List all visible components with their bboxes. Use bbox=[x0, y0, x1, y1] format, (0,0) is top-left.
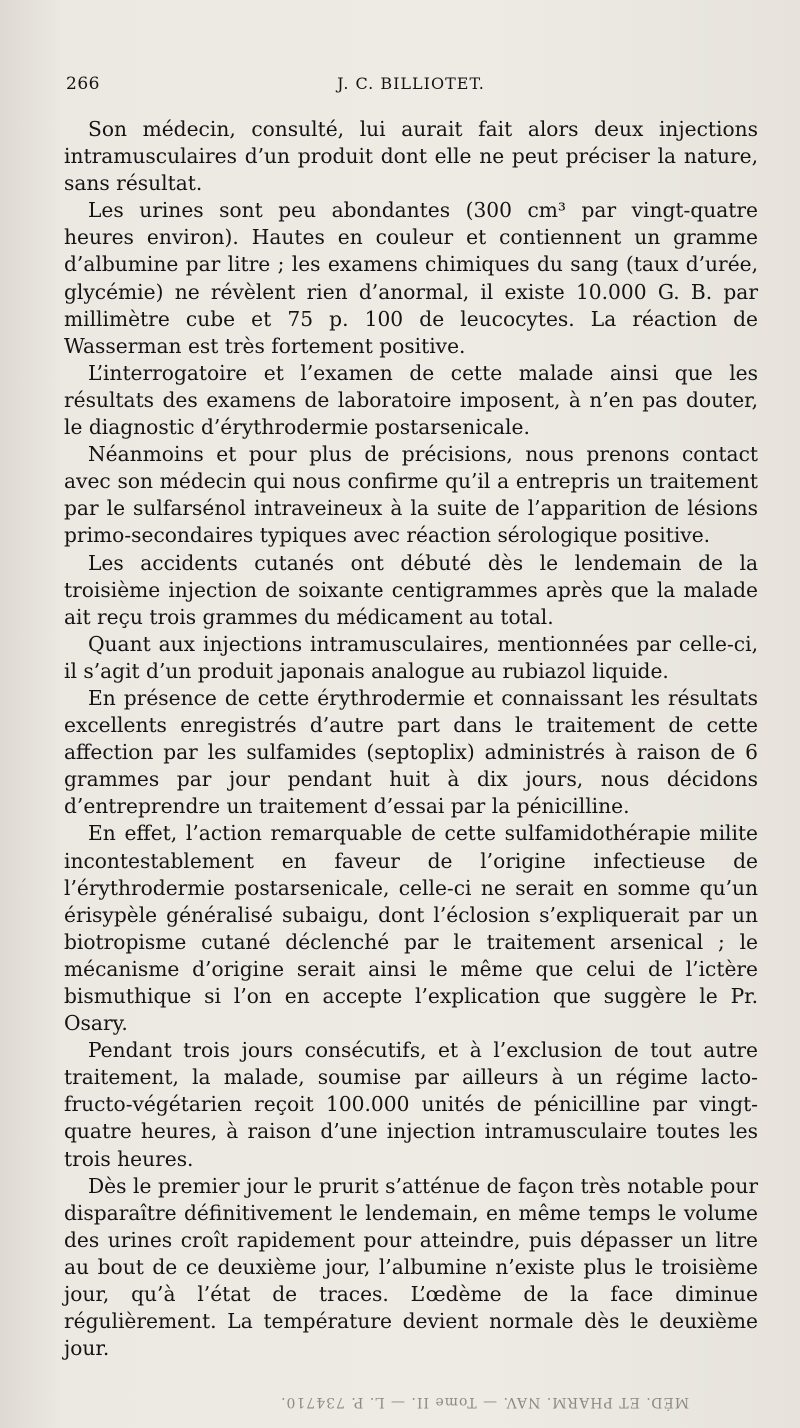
paragraph: Les urines sont peu abondantes (300 cm³ par vingt-quatre heures environ). Hautes en couleur et contiennent un gramme d’albumine par litre ; les examens chimiques du sang (taux d’urée, glycémie) ne révèlent rien d’anormal, il existe 10.000 G. B. par millimètre cube et 75 p. 100 de leucocytes. La réaction de Wasserman est très fortement positive. bbox=[64, 198, 758, 358]
paragraph: Dès le premier jour le prurit s’atténue de façon très notable pour disparaître définitivement le lendemain, en même temps le volume des urines croît rapidement pour atteindre, puis dépasser un litre au bout de ce deuxième jour, l’albumine n’existe plus le troisième jour, qu’à l’état de traces. L’œdème de la face diminue régulièrement. La température devient normale dès le deuxième jour. bbox=[64, 1173, 758, 1361]
paragraph: En présence de cette érythrodermie et connaissant les résultats excellents enregistrés d’autre part dans le traitement de cette affection par les sulfamides (septoplix) administrés à raison de 6 grammes par jour pendant huit à dix jours, nous décidons d’entreprendre un traitement d’essai par la pénicilline. bbox=[64, 685, 758, 819]
paragraph: Les accidents cutanés ont débuté dès le lendemain de la troisième injection de soixante centigrammes après que la malade ait reçu trois grammes du médicament au total. bbox=[64, 550, 758, 629]
page-footer bbox=[0, 1388, 800, 1418]
page-header bbox=[66, 74, 756, 98]
paragraph: En effet, l’action remarquable de cette sulfamidothérapie milite incontestablement en faveur de l’origine infectieuse de l’érythrodermie postarsenicale, celle-ci ne serait en somme qu’un érisypèle généralisé subaigu, dont l’éclosion s’expliquerait par un biotropisme cutané déclenché par le traitement arsenical ; le mécanisme d’origine serait ainsi le même que celui de l’ictère bismuthique si l’on en accepte l’explication que suggère le Pr. Osary. bbox=[64, 821, 758, 1036]
mirrored-footer-text: MÉD. ET PHARM. NAV. — Tome II. — L. P. 734710. bbox=[280, 1394, 690, 1410]
page-number: 266 bbox=[66, 74, 100, 94]
paragraph: Quant aux injections intramusculaires, mentionnées par celle-ci, il s’agit d’un produit japonais analogue au rubiazol liquide. bbox=[64, 631, 758, 683]
paragraph: Néanmoins et pour plus de précisions, nous prenons contact avec son médecin qui nous confirme qu’il a entrepris un traitement par le sulfarsénol intraveineux à la suite de l’apparition de lésions primo-secondaires typiques avec réaction sérologique positive. bbox=[64, 442, 758, 548]
paragraph: L’interrogatoire et l’examen de cette malade ainsi que les résultats des examens de laboratoire imposent, à n’en pas douter, le diagnostic d’érythrodermie postarsenicale. bbox=[64, 360, 758, 440]
body-text bbox=[64, 116, 758, 1362]
paragraph: Son médecin, consulté, lui aurait fait alors deux injections intramusculaires d’un produit dont elle ne peut préciser la nature, sans résultat. bbox=[64, 117, 758, 196]
paragraph: Pendant trois jours consécutifs, et à l’exclusion de tout autre traitement, la malade, soumise par ailleurs à un régime lacto-fructo-végétarien reçoit 100.000 unités de pénicilline par vingt-quatre heures, à raison d’une injection intramusculaire toutes les trois heures. bbox=[64, 1038, 758, 1171]
running-head: J. C. BILLIOTET. bbox=[337, 74, 485, 93]
